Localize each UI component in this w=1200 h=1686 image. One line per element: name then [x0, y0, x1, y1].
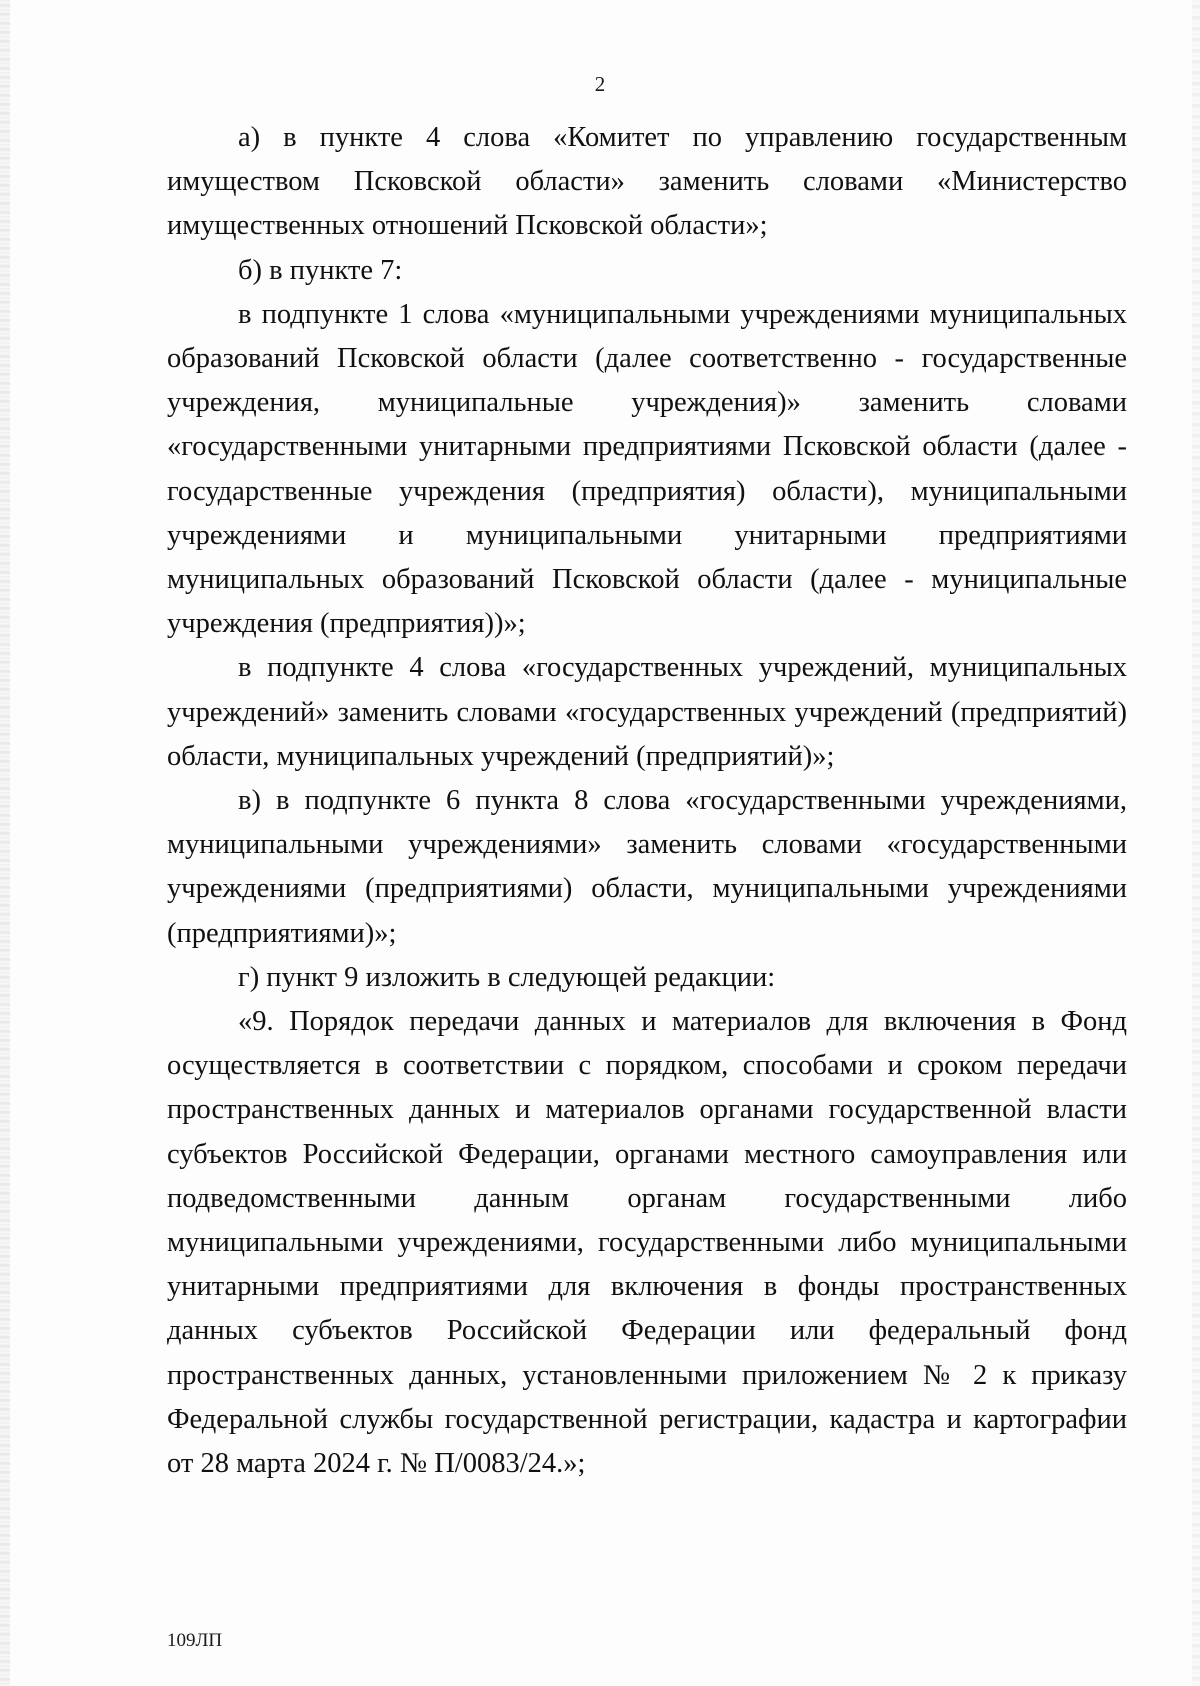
paragraph-b-subpoint-4: в подпункте 4 слова «государственных учреждений, муниципальных учреждений» заменить словами «государственных учреждений (предприятий) области, муниципальных учреждений (предприятий)»; [167, 652, 1127, 772]
paragraph-b-subpoint-1: в подпункте 1 слова «муниципальными учреждениями муниципальных образований Псковской области (далее соответственно - государственные учреждения, муниципальные учреждения)» заменить словами «государственными унитарными предприятиями Псковской области (далее - государственные учреждения (предприятия) области), муниципальными учреждениями и муниципальными унитарными предприятиями муниципальных образований Псковской области (далее - муниципальные учреждения (предприятия))»; [167, 298, 1127, 640]
footer-code: 109ЛП [167, 1630, 223, 1651]
paragraph-b: б) в пункте 7: [238, 254, 403, 286]
document-body [167, 116, 1127, 1486]
scan-edge-right [1192, 0, 1200, 1686]
paragraph-g: г) пункт 9 изложить в следующей редакции: [238, 961, 776, 993]
page-number: 2 [594, 72, 606, 96]
paragraph-a: а) в пункте 4 слова «Комитет по управлению государственным имуществом Псковской области» заменить словами «Министерство имущественных отношений Псковской области»; [167, 122, 1127, 242]
paragraph-v: в) в подпункте 6 пункта 8 слова «государственными учреждениями, муниципальными учреждениями» заменить словами «государственными учреждениями (предприятиями) области, муниципальными учреждениями (предприятиями)»; [167, 785, 1127, 949]
scan-edge-left [0, 0, 10, 1686]
paragraph-point-9: «9. Порядок передачи данных и материалов для включения в Фонд осуществляется в соответствии с порядком, способами и сроком передачи пространственных данных и материалов органами государственной власти субъектов Российской Федерации, органами местного самоуправления или подведомственными данным органам государственными либо муниципальными учреждениями, государственными либо муниципальными унитарными предприятиями для включения в фонды пространственных данных субъектов Российской Федерации или федеральный фонд пространственных данных, установленными приложением № 2 к приказу Федеральной службы государственной регистрации, кадастра и картографии от 28 марта 2024 г. № П/0083/24.»; [167, 1006, 1127, 1480]
